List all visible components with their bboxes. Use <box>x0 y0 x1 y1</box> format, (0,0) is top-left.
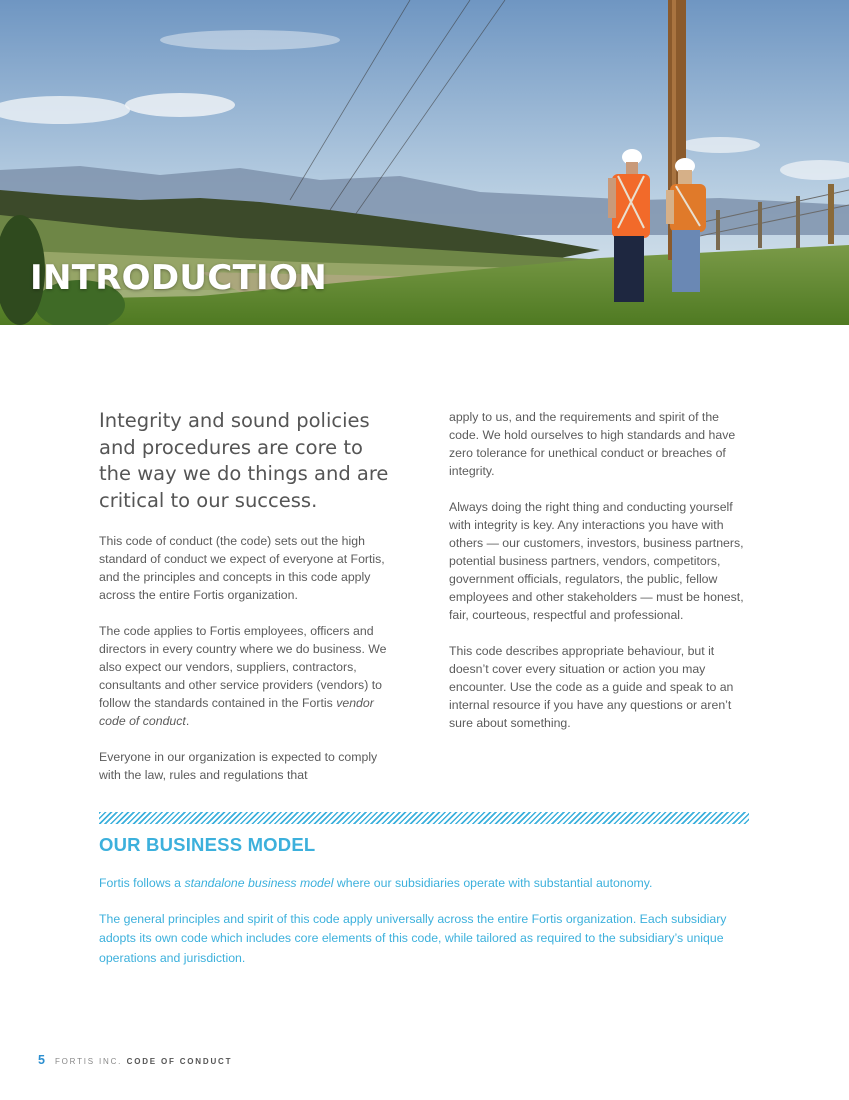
hero-banner <box>0 0 849 325</box>
page-number: 5 <box>38 1053 45 1067</box>
page-footer <box>38 1051 232 1069</box>
intro-paragraph-5: Always doing the right thing and conducting yourself with integrity is key. Any interactions you have with others — our customers, investors, business partners, potential business partners, vendors, competitors, government officials, regulators, the public, fellow employees and other stakeholders — must be honest, fair, courteous, respectful and professional. <box>449 500 744 622</box>
business-model-paragraph-1 <box>99 874 749 894</box>
section-divider-hatch <box>99 812 749 824</box>
footer-company: FORTIS INC. <box>54 1057 123 1066</box>
intro-right-column <box>449 408 749 750</box>
lead-statement: Integrity and sound policies and procedures are core to the way we do things and are critical to our success. <box>99 409 389 512</box>
business-model-p1-end: where our subsidiaries operate with substantial autonomy. <box>336 876 653 890</box>
intro-paragraph-4: apply to us, and the requirements and spirit of the code. We hold ourselves to high standards and have zero tolerance for unethical conduct or breaches of integrity. <box>449 410 736 478</box>
intro-left-column <box>99 408 395 802</box>
intro-paragraph-2 <box>99 622 395 730</box>
intro-paragraph-2-text: The code applies to Fortis employees, officers and directors in every country where we do business. We also expect our vendors, suppliers, contractors, consultants and other service providers (vendors) to follow the standards contained in the Fortis <box>99 624 387 710</box>
vendor-code-reference: vendor code of conduct <box>99 696 374 728</box>
intro-paragraph-6: This code describes appropriate behaviour, but it doesn’t cover every situation or action you may encounter. Use the code as a guide and speak to an internal resource if you have any questions or aren’t sure about something. <box>449 644 734 730</box>
business-model-p1-start: Fortis follows a <box>99 876 182 890</box>
business-model-heading: OUR BUSINESS MODEL <box>99 834 316 855</box>
business-model-body <box>99 874 749 984</box>
intro-paragraph-3: Everyone in our organization is expected to comply with the law, rules and regulations that <box>99 750 378 782</box>
footer-document-title: CODE OF CONDUCT <box>126 1057 233 1066</box>
business-model-paragraph-2: The general principles and spirit of this code apply universally across the entire Fortis organization. Each subsidiary adopts its own code which includes core elements of this code, while tailored as required to the subsidiary’s unique operations and jurisdiction. <box>99 911 727 965</box>
intro-paragraph-2-end: . <box>185 714 190 728</box>
standalone-model-reference: standalone business model <box>184 876 334 890</box>
page-title: INTRODUCTION <box>30 258 327 298</box>
intro-paragraph-1: This code of conduct (the code) sets out the high standard of conduct we expect of everyone at Fortis, and the principles and concepts in this code apply across the entire Fortis organization. <box>99 534 385 602</box>
